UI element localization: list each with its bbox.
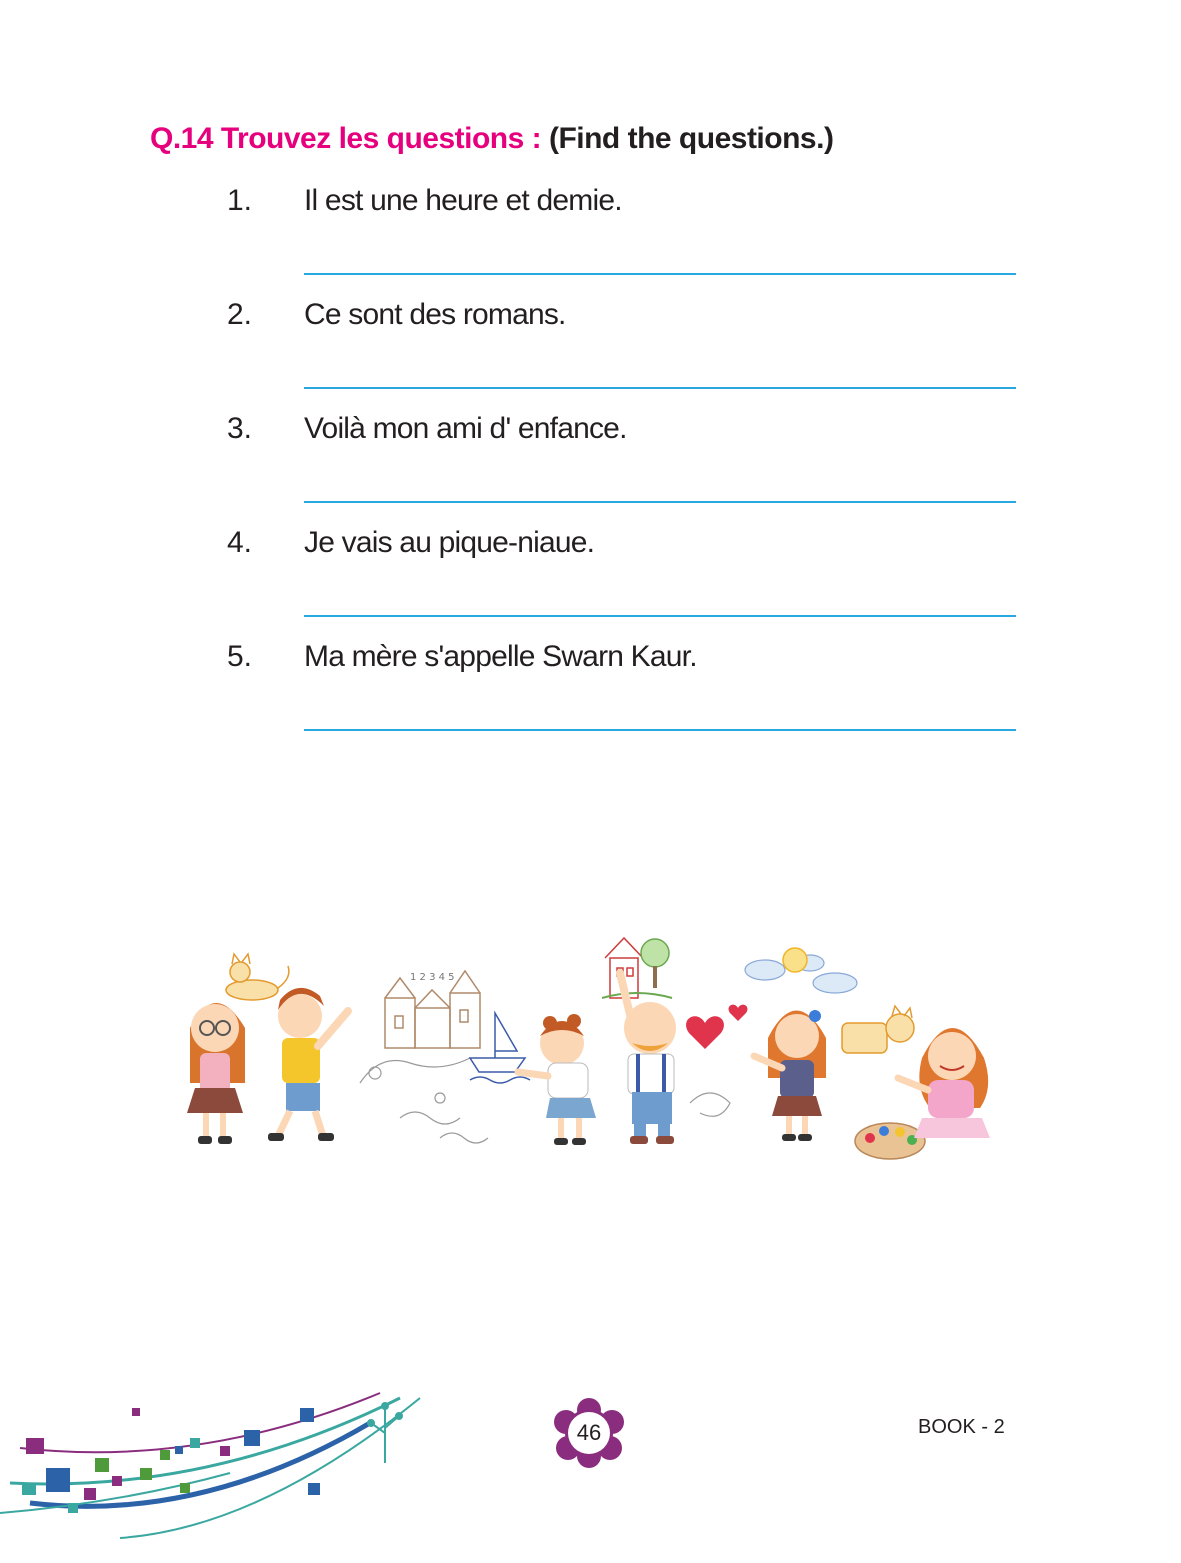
heading-english: (Find the questions.) <box>548 122 834 155</box>
question-heading <box>150 122 833 156</box>
item-text: Il est une heure et demie. <box>304 184 622 217</box>
item-text: Je vais au pique-niaue. <box>304 526 595 559</box>
item-text: Voilà mon ami d' enfance. <box>304 412 627 445</box>
item-number: 3. <box>227 412 253 445</box>
item-number: 2. <box>227 298 253 331</box>
item-number: 4. <box>227 526 253 559</box>
page-number: 46 <box>576 1420 602 1445</box>
item-number: 5. <box>227 640 253 673</box>
answer-line[interactable] <box>304 273 1016 275</box>
heading-french: Q.14 Trouvez les questions : <box>150 122 549 155</box>
answer-line[interactable] <box>304 501 1016 503</box>
answer-line[interactable] <box>304 729 1016 731</box>
item-text: Ce sont des romans. <box>304 298 566 331</box>
item-text: Ma mère s'appelle Swarn Kaur. <box>304 640 697 673</box>
children-drawing-illustration <box>170 928 990 1163</box>
footer-wave-decoration <box>0 1388 430 1563</box>
answer-line[interactable] <box>304 387 1016 389</box>
wall-numbers-text: 1 2 3 4 5 <box>410 972 455 983</box>
answer-line[interactable] <box>304 615 1016 617</box>
book-label: BOOK - 2 <box>918 1416 1005 1438</box>
item-number: 1. <box>227 184 253 217</box>
